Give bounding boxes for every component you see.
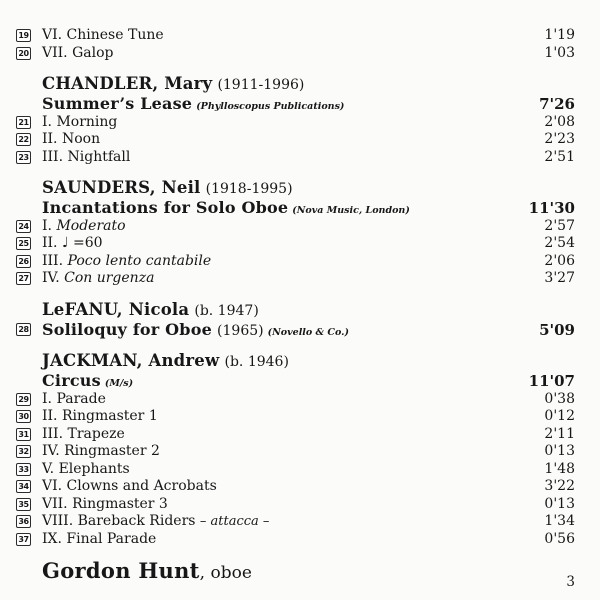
track-number-box bbox=[16, 323, 31, 336]
performer-name: Gordon Hunt bbox=[42, 558, 200, 583]
work-duration: 11'30 bbox=[528, 199, 575, 217]
composer-heading bbox=[16, 177, 575, 198]
track-title: VI. Clowns and Acrobats bbox=[42, 478, 217, 494]
track-duration: 0'56 bbox=[544, 530, 575, 547]
track-number-box bbox=[16, 515, 31, 528]
track-number: 25 bbox=[18, 239, 29, 248]
work-publisher: (M/s) bbox=[104, 378, 134, 389]
track-number: 32 bbox=[18, 447, 29, 456]
track-section bbox=[16, 27, 575, 62]
work-heading bbox=[16, 371, 575, 391]
track-title: IV. Con urgenza bbox=[42, 270, 155, 286]
work-heading bbox=[16, 320, 575, 340]
track-duration: 2'06 bbox=[544, 252, 575, 269]
track-row bbox=[16, 270, 575, 288]
track-number: 29 bbox=[18, 394, 29, 404]
track-row bbox=[16, 408, 575, 426]
composer-heading bbox=[16, 350, 575, 371]
track-title: II. Noon bbox=[42, 131, 101, 147]
track-duration: 0'12 bbox=[544, 408, 575, 424]
track-title: II. ♩ =60 bbox=[42, 235, 103, 251]
track-number-box bbox=[16, 272, 31, 285]
composer-name: JACKMAN, Andrew bbox=[42, 351, 220, 370]
performer-role: , oboe bbox=[199, 563, 252, 583]
track-title: VI. Chinese Tune bbox=[42, 27, 164, 43]
composer-heading bbox=[16, 73, 575, 94]
work-publisher: (Novello & Co.) bbox=[267, 326, 349, 338]
track-number: 30 bbox=[18, 412, 29, 421]
track-duration: 1'34 bbox=[544, 513, 575, 529]
track-duration: 0'13 bbox=[544, 495, 575, 512]
track-duration: 2'23 bbox=[544, 131, 575, 147]
track-number: 23 bbox=[18, 152, 29, 162]
composer-name: SAUNDERS, Neil bbox=[42, 178, 201, 197]
work-section bbox=[16, 73, 575, 166]
work-heading bbox=[16, 198, 575, 218]
track-row bbox=[16, 391, 575, 409]
track-number: 24 bbox=[18, 221, 29, 231]
work-section bbox=[16, 299, 575, 340]
page-number: 3 bbox=[566, 574, 575, 590]
track-number: 19 bbox=[18, 31, 29, 40]
track-number-box bbox=[16, 133, 31, 146]
composer-name: LeFANU, Nicola bbox=[42, 299, 190, 319]
attacca-marking: – attacca – bbox=[199, 514, 270, 529]
track-number: 37 bbox=[18, 534, 29, 544]
track-row bbox=[16, 513, 575, 531]
track-duration: 2'51 bbox=[544, 148, 575, 165]
track-number-box bbox=[16, 498, 31, 511]
track-row bbox=[16, 478, 575, 496]
track-row bbox=[16, 27, 575, 45]
work-section bbox=[16, 177, 575, 288]
composer-dates: (1911-1996) bbox=[217, 77, 305, 93]
performer-credit bbox=[16, 558, 575, 586]
track-duration: 1'48 bbox=[544, 460, 575, 477]
track-number-box bbox=[16, 463, 31, 476]
track-title: III. Poco lento cantabile bbox=[42, 252, 212, 269]
track-duration: 3'27 bbox=[544, 270, 575, 286]
track-row bbox=[16, 218, 575, 236]
track-number-box bbox=[16, 151, 31, 164]
track-title: III. Nightfall bbox=[42, 148, 131, 165]
track-row bbox=[16, 235, 575, 253]
track-title: I. Parade bbox=[42, 390, 106, 407]
track-row bbox=[16, 531, 575, 549]
track-title: III. Trapeze bbox=[42, 425, 125, 442]
track-number-box bbox=[16, 47, 31, 60]
work-year: (1965) bbox=[217, 322, 264, 339]
metronome-mark: ♩ =60 bbox=[61, 235, 103, 251]
work-title: Incantations for Solo Oboe bbox=[42, 198, 289, 217]
work-duration: 5'09 bbox=[539, 320, 575, 339]
track-duration: 3'22 bbox=[544, 478, 575, 494]
track-number-box bbox=[16, 237, 31, 250]
track-duration: 2'54 bbox=[544, 235, 575, 251]
track-number: 31 bbox=[18, 429, 29, 439]
composer-name: CHANDLER, Mary bbox=[42, 74, 213, 93]
track-row bbox=[16, 426, 575, 444]
track-title: I. Moderato bbox=[42, 217, 126, 234]
track-number: 36 bbox=[18, 517, 29, 526]
work-heading bbox=[16, 94, 575, 114]
track-number: 35 bbox=[18, 499, 29, 509]
track-number: 34 bbox=[18, 482, 29, 491]
track-number-box bbox=[16, 220, 31, 233]
track-row bbox=[16, 496, 575, 514]
work-title: Soliloquy for Oboe bbox=[42, 319, 212, 339]
track-number-box bbox=[16, 533, 31, 546]
track-title: VII. Galop bbox=[42, 44, 114, 61]
track-title: I. Morning bbox=[42, 113, 118, 130]
track-number-box bbox=[16, 393, 31, 406]
track-duration: 1'03 bbox=[544, 44, 575, 61]
track-number-box bbox=[16, 29, 31, 42]
work-publisher: (Phylloscopus Publications) bbox=[196, 101, 345, 112]
track-number-box bbox=[16, 410, 31, 423]
track-row bbox=[16, 114, 575, 132]
track-number-box bbox=[16, 428, 31, 441]
track-title: V. Elephants bbox=[42, 460, 130, 477]
track-row bbox=[16, 149, 575, 167]
track-row bbox=[16, 45, 575, 63]
track-duration: 1'19 bbox=[544, 27, 575, 43]
track-number: 22 bbox=[18, 135, 29, 144]
track-title: II. Ringmaster 1 bbox=[42, 408, 158, 424]
work-duration: 11'07 bbox=[528, 372, 575, 390]
track-number: 21 bbox=[18, 117, 29, 127]
track-title: IX. Final Parade bbox=[42, 530, 157, 547]
work-duration: 7'26 bbox=[539, 95, 575, 113]
track-row bbox=[16, 253, 575, 271]
track-number: 20 bbox=[18, 48, 29, 58]
track-duration: 2'11 bbox=[544, 425, 575, 442]
composer-dates: (b. 1946) bbox=[224, 354, 289, 370]
track-row bbox=[16, 443, 575, 461]
track-title: IV. Ringmaster 2 bbox=[42, 443, 160, 459]
track-number-box bbox=[16, 255, 31, 268]
work-title: Circus bbox=[42, 371, 101, 390]
track-number: 26 bbox=[18, 256, 29, 266]
track-number-box bbox=[16, 445, 31, 458]
track-title: VII. Ringmaster 3 bbox=[42, 495, 168, 512]
work-title: Summer’s Lease bbox=[42, 94, 193, 113]
track-row bbox=[16, 461, 575, 479]
track-row bbox=[16, 131, 575, 149]
track-number: 33 bbox=[18, 464, 29, 474]
track-duration: 0'38 bbox=[544, 390, 575, 407]
track-duration: 2'08 bbox=[544, 113, 575, 130]
track-duration: 0'13 bbox=[544, 443, 575, 459]
track-number-box bbox=[16, 116, 31, 129]
composer-dates: (1918-1995) bbox=[205, 181, 293, 197]
work-publisher: (Nova Music, London) bbox=[292, 205, 410, 216]
composer-heading bbox=[16, 299, 575, 320]
track-title: VIII. Bareback Riders – attacca – bbox=[42, 513, 270, 529]
composer-dates: (b. 1947) bbox=[194, 302, 259, 319]
track-number: 27 bbox=[18, 274, 29, 283]
track-duration: 2'57 bbox=[544, 217, 575, 234]
track-number: 28 bbox=[18, 324, 29, 334]
work-section bbox=[16, 350, 575, 548]
track-number-box bbox=[16, 480, 31, 493]
